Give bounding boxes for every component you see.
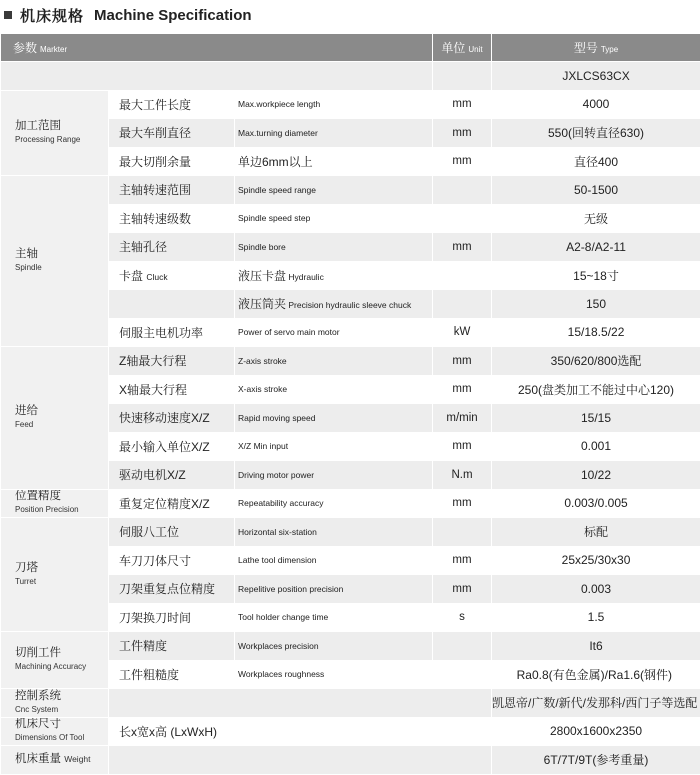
table-row bbox=[1, 62, 700, 91]
table-header bbox=[1, 34, 700, 62]
table-row: 切削工件 Machining Accuracy 工件精度 Workplaces precision It6 bbox=[1, 632, 700, 661]
table-row: 控制系统 Cnc System 凯恩帝/广数/新代/发那科/西门子等选配 bbox=[1, 689, 700, 718]
table-row: 进给 Feed Z轴最大行程 Z-axis stroke mm 350/620/800选配 bbox=[1, 347, 700, 376]
table-row: 驱动电机X/Z Driving motor power N.m 10/22 bbox=[1, 461, 700, 490]
title-en: Machine Specification bbox=[94, 6, 252, 24]
table-row: 主轴孔径 Spindle bore mm A2-8/A2-11 bbox=[1, 233, 700, 262]
section-title bbox=[0, 0, 700, 30]
category-dims: 机床尺寸 Dimensions Of Tool bbox=[1, 717, 109, 746]
table-row: 刀架重复点位精度 Repelitive position precision mm 0.003 bbox=[1, 575, 700, 604]
table-row: 位置精度 Position Precision 重复定位精度X/Z Repeatability accuracy mm 0.003/0.005 bbox=[1, 489, 700, 518]
table-row: 最小输入单位X/Z X/Z Min input mm 0.001 bbox=[1, 432, 700, 461]
table-row: 液压筒夹 Precision hydraulic sleeve chuck 150 bbox=[1, 290, 700, 319]
model-value: JXLCS63CX bbox=[492, 62, 700, 91]
table-row: 机床重量 Weight 6T/7T/9T(参考重量) bbox=[1, 746, 700, 775]
header-unit: 单位 Unit bbox=[433, 34, 492, 62]
table-row: 刀塔 Turret 伺服八工位 Horizontal six-station 标配 bbox=[1, 518, 700, 547]
table-row: 卡盘 Cluck 液压卡盘 Hydraulic 15~18寸 bbox=[1, 261, 700, 290]
table-row: 快速移动速度X/Z Rapid moving speed m/min 15/15 bbox=[1, 404, 700, 433]
category-cnc: 控制系统 Cnc System bbox=[1, 689, 109, 718]
header-model: 型号 Type bbox=[492, 34, 700, 62]
table-row: 伺服主电机功率 Power of servo main motor kW 15/18.5/22 bbox=[1, 318, 700, 347]
category-machining: 切削工件 Machining Accuracy bbox=[1, 632, 109, 689]
spec-table bbox=[0, 33, 700, 775]
category-spindle: 主轴 Spindle bbox=[1, 176, 109, 347]
title-cn: 机床规格 bbox=[20, 7, 85, 25]
table-row: 工件粗糙度 Workplaces roughness Ra0.8(有色金属)/Ra1.6(钢件) bbox=[1, 660, 700, 689]
table-row: 主轴 Spindle 主轴转速范围 Spindle speed range 50-1500 bbox=[1, 176, 700, 205]
category-processing: 加工范围 Processing Range bbox=[1, 90, 109, 176]
table-row: 刀架换刀时间 Tool holder change time s 1.5 bbox=[1, 603, 700, 632]
category-weight: 机床重量 Weight bbox=[1, 746, 109, 775]
table-row: 车刀刀体尺寸 Lathe tool dimension mm 25x25/30x30 bbox=[1, 546, 700, 575]
table-row: 最大车削直径 Max.turning diameter mm 550(回转直径630) bbox=[1, 119, 700, 148]
table-row: 加工范围 Processing Range 最大工件长度 Max.workpiece length mm 4000 bbox=[1, 90, 700, 119]
category-position: 位置精度 Position Precision bbox=[1, 489, 109, 518]
category-feed: 进给 Feed bbox=[1, 347, 109, 490]
bullet-square-icon bbox=[4, 11, 12, 19]
table-row: X轴最大行程 X-axis stroke mm 250(盘类加工不能过中心120) bbox=[1, 375, 700, 404]
category-turret: 刀塔 Turret bbox=[1, 518, 109, 632]
header-param: 参数 Markter bbox=[1, 34, 433, 62]
table-row: 最大切削余量 单边6mm以上 mm 直径400 bbox=[1, 147, 700, 176]
table-row: 机床尺寸 Dimensions Of Tool 长x宽x高 (LxWxH) 2800x1600x2350 bbox=[1, 717, 700, 746]
table-row: 主轴转速级数 Spindle speed step 无级 bbox=[1, 204, 700, 233]
